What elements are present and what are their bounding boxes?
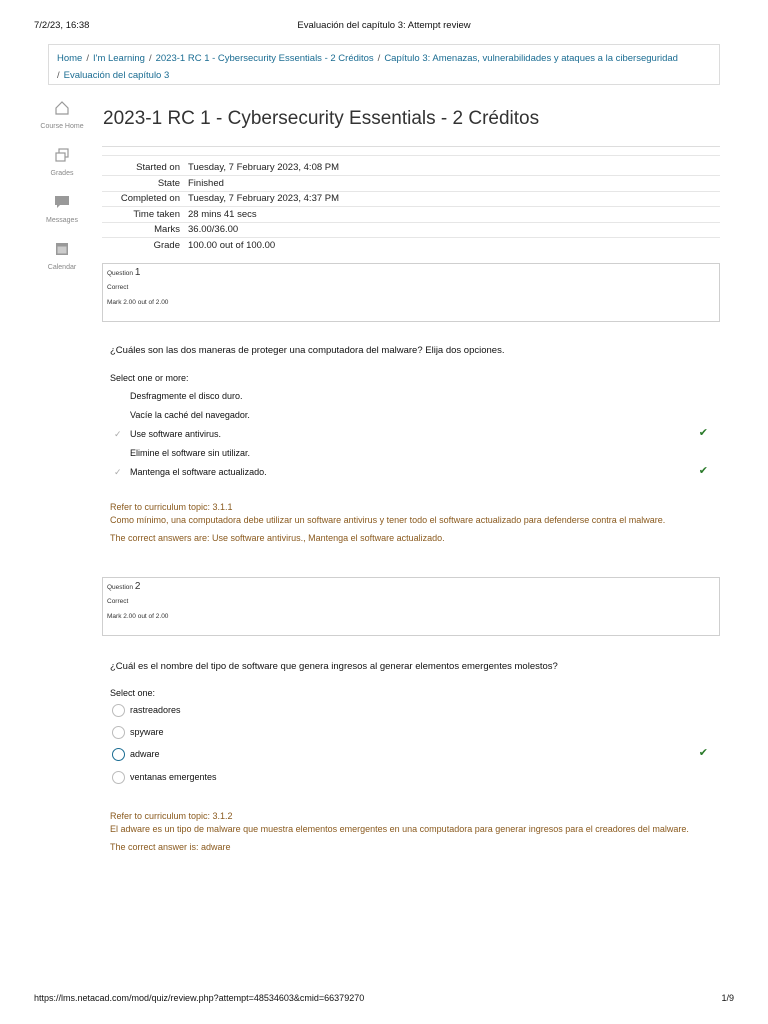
summary-value: 100.00 out of 100.00 xyxy=(188,240,276,251)
question-number xyxy=(107,267,715,278)
table-row xyxy=(102,238,720,254)
print-url: https://lms.netacad.com/mod/quiz/review.php?attempt=48534603&cmid=66379270 xyxy=(34,993,365,1003)
question-2-correct-answer: The correct answer is: adware xyxy=(110,842,231,852)
summary-value: Tuesday, 7 February 2023, 4:08 PM xyxy=(188,160,720,176)
question-number xyxy=(107,581,715,592)
table-row xyxy=(102,222,720,238)
question-state: Correct xyxy=(107,284,129,291)
breadcrumb-course[interactable]: 2023-1 RC 1 - Cybersecurity Essentials - 2 Créditos xyxy=(155,53,374,64)
print-title: Evaluación del capítulo 3: Attempt review xyxy=(297,20,471,31)
sidebar-item-label: Calendar xyxy=(47,264,77,271)
question-1-option[interactable] xyxy=(110,467,720,483)
summary-key: Time taken xyxy=(102,207,188,223)
option-label: ventanas emergentes xyxy=(130,772,217,782)
page-title: 2023-1 RC 1 - Cybersecurity Essentials - 2 Créditos xyxy=(103,108,540,129)
summary-value: Finished xyxy=(188,176,720,192)
page-number: 1/9 xyxy=(721,993,734,1003)
question-1-prompt: Select one or more: xyxy=(110,373,189,383)
summary-value: Tuesday, 7 February 2023, 4:37 PM xyxy=(188,191,720,207)
option-label: Vacíe la caché del navegador. xyxy=(130,410,250,420)
question-mark: Mark 2.00 out of 2.00 xyxy=(107,299,169,306)
question-number-value: 1 xyxy=(134,267,141,278)
calendar-icon xyxy=(54,241,70,257)
option-label: rastreadores xyxy=(130,705,181,715)
breadcrumb-home[interactable]: Home xyxy=(57,53,83,64)
table-row xyxy=(102,176,720,192)
question-2-text: ¿Cuál es el nombre del tipo de software que genera ingresos al generar elementos emergentes molestos? xyxy=(110,661,558,672)
summary-key: Completed on xyxy=(102,191,188,207)
question-2-info xyxy=(102,577,720,636)
correct-check-icon: ✔ xyxy=(698,427,708,439)
radio-button-selected[interactable] xyxy=(112,748,125,761)
sidebar-item-messages[interactable] xyxy=(38,194,86,227)
question-1-feedback-topic: Refer to curriculum topic: 3.1.1 xyxy=(110,502,233,512)
radio-button[interactable] xyxy=(112,704,125,717)
messages-icon xyxy=(54,194,70,210)
sidebar-item-grades[interactable] xyxy=(38,147,86,180)
checkbox-checked-icon: ✓ xyxy=(114,467,122,477)
grades-icon xyxy=(54,147,70,163)
breadcrumb xyxy=(48,44,720,85)
option-label: Use software antivirus. xyxy=(130,429,222,439)
question-2-prompt: Select one: xyxy=(110,688,156,698)
summary-key: State xyxy=(102,176,188,192)
question-mark: Mark 2.00 out of 2.00 xyxy=(107,613,169,620)
table-row xyxy=(102,160,720,176)
option-label: Elimine el software sin utilizar. xyxy=(130,448,251,458)
radio-button[interactable] xyxy=(112,771,125,784)
correct-check-icon: ✔ xyxy=(698,747,708,759)
summary-value: 36.00/36.00 xyxy=(188,222,720,238)
question-1-option[interactable] xyxy=(110,410,720,426)
breadcrumb-separator: / xyxy=(148,53,152,64)
question-1-text: ¿Cuáles son las dos maneras de proteger una computadora del malware? Elija dos opciones. xyxy=(110,345,505,356)
summary-value: 28 mins 41 secs xyxy=(188,207,720,223)
breadcrumb-separator: / xyxy=(57,70,60,81)
question-2-option[interactable] xyxy=(110,705,720,725)
summary-key: Started on xyxy=(102,160,188,176)
breadcrumb-chapter[interactable]: Capítulo 3: Amenazas, vulnerabilidades y ataques a la ciberseguridad xyxy=(384,53,678,64)
question-label: Question xyxy=(107,270,134,277)
divider xyxy=(102,146,720,147)
option-label: adware xyxy=(130,749,160,759)
table-row xyxy=(102,207,720,223)
summary-key: Grade xyxy=(153,240,180,251)
question-2-feedback-topic: Refer to curriculum topic: 3.1.2 xyxy=(110,811,233,821)
sidebar-item-course-home[interactable] xyxy=(38,100,86,133)
question-1-feedback-text: Como mínimo, una computadora debe utilizar un software antivirus y tener todo el software actualizado para defenderse contra el malware. xyxy=(110,515,666,525)
breadcrumb-separator: / xyxy=(377,53,381,64)
option-label: Mantenga el software actualizado. xyxy=(130,467,267,477)
correct-check-icon: ✔ xyxy=(698,465,708,477)
sidebar-item-calendar[interactable] xyxy=(38,241,86,274)
checkbox-checked-icon: ✓ xyxy=(114,429,122,439)
print-datetime: 7/2/23, 16:38 xyxy=(34,20,90,31)
sidebar-item-label: Course Home xyxy=(40,123,84,130)
question-2-feedback-text: El adware es un tipo de malware que muestra elementos emergentes en una computadora para generar ingresos para el creadores del malware. xyxy=(110,824,689,834)
question-1-info xyxy=(102,263,720,322)
sidebar-item-label: Grades xyxy=(50,170,74,177)
breadcrumb-quiz[interactable]: Evaluación del capítulo 3 xyxy=(63,70,170,81)
question-2-option[interactable] xyxy=(110,772,720,792)
question-1-option[interactable] xyxy=(110,391,720,407)
question-2-option[interactable] xyxy=(110,749,720,769)
course-sidebar xyxy=(38,100,86,288)
option-label: spyware xyxy=(130,727,164,737)
question-1-option[interactable] xyxy=(110,448,720,464)
summary-key: Marks xyxy=(102,222,188,238)
breadcrumb-separator: / xyxy=(86,53,89,64)
question-label: Question xyxy=(107,584,134,591)
attempt-summary-table xyxy=(102,160,720,253)
print-header xyxy=(34,20,734,32)
question-2-option[interactable] xyxy=(110,727,720,747)
option-label: Desfragmente el disco duro. xyxy=(130,391,243,401)
question-1-option[interactable] xyxy=(110,429,720,445)
question-1-correct-answer: The correct answers are: Use software antivirus., Mantenga el software actualizado. xyxy=(110,533,445,543)
home-icon xyxy=(54,100,70,116)
question-state: Correct xyxy=(107,598,129,605)
divider xyxy=(102,155,720,156)
radio-button[interactable] xyxy=(112,726,125,739)
sidebar-item-label: Messages xyxy=(46,217,78,224)
table-row xyxy=(102,191,720,207)
question-number-value: 2 xyxy=(134,581,141,592)
breadcrumb-im-learning[interactable]: I'm Learning xyxy=(92,53,145,64)
